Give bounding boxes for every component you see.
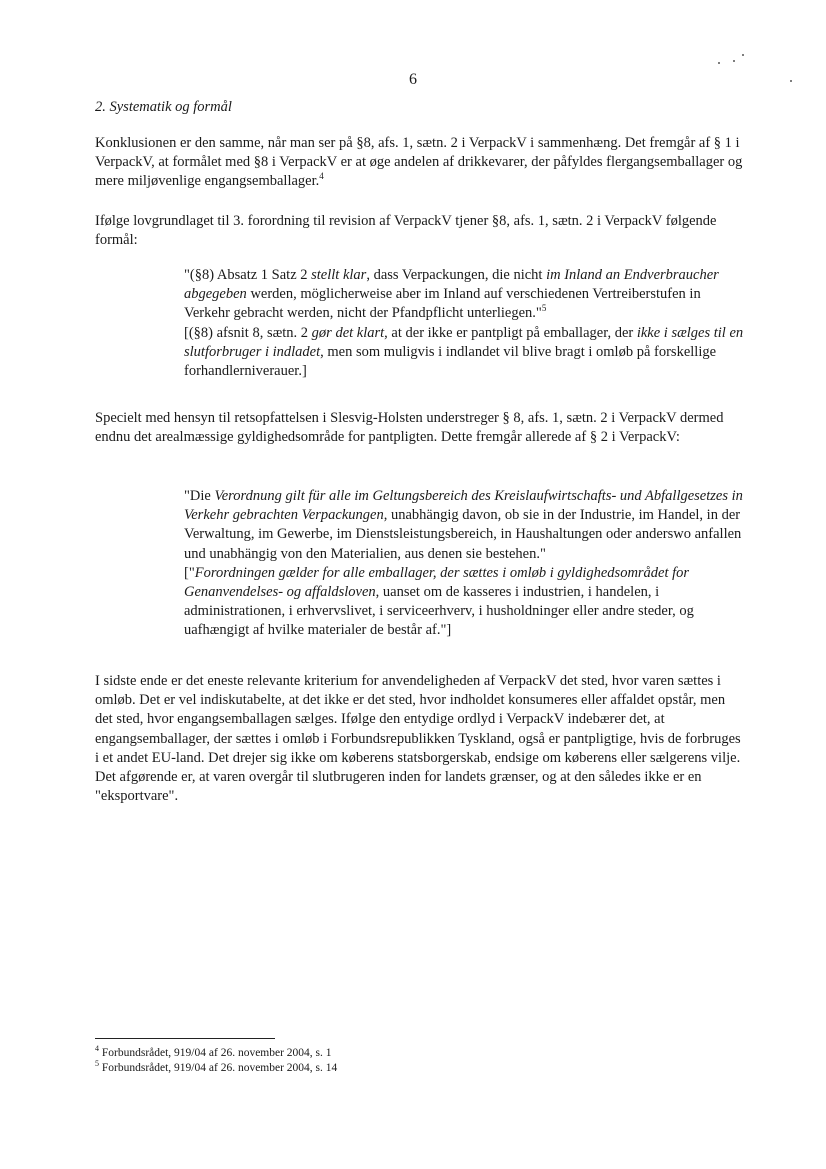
quote-2-danish-italic-a: Forordningen gælder for alle emballager, der sættes i omløb i gyldighedsområdet for Genanvendelses- og affaldsloven xyxy=(184,564,690,601)
quote-1-danish-text-c: , men som muligvis i indlandet vil blive bragt i omløb på forskellige forhandlerniverauer.] xyxy=(184,343,717,380)
quote-1-danish-italic-b: ikke i sælges til en slutforbruger i indladet xyxy=(184,324,744,360)
quote-1-german-text-b: , dass Verpackungen, die nicht xyxy=(366,267,547,283)
quote-1-danish-text-b: , at der ikke er pantpligt på emballager, der xyxy=(384,324,637,341)
footnote-5-marker: 5 xyxy=(95,1059,99,1069)
quote-block-1 xyxy=(184,266,744,381)
quote-1-german-text-c: werden, möglicherweise aber im Inland auf verschiedenen Vertreiberstufen in Verkehr gebracht werden, nicht der Pfandpflicht unterliegen." xyxy=(184,286,701,322)
scan-speck xyxy=(742,54,744,56)
quote-1-danish-italic-a: gør det klart xyxy=(311,324,385,341)
section-heading: 2. Systematik og formål xyxy=(95,99,232,115)
quote-1-german-text-a: "(§8) Absatz 1 Satz 2 xyxy=(184,267,312,283)
footnote-4-marker: 4 xyxy=(95,1044,99,1054)
quote-1-danish-text-a: [(§8) afsnit 8, sætn. 2 xyxy=(184,324,312,341)
quote-block-2 xyxy=(184,487,744,641)
quote-2-danish xyxy=(184,564,744,641)
quote-1-german xyxy=(184,266,744,324)
page-number: 6 xyxy=(409,71,417,88)
paragraph-legal-basis: Ifølge lovgrundlaget til 3. forordning til revision af VerpackV tjener §8, afs. 1, sætn. 2 i VerpackV følgende formål: xyxy=(95,213,717,249)
paragraph-slesvig: Specielt med hensyn til retsopfattelsen i Slesvig-Holsten understreger § 8, afs. 1, sætn. 2 i VerpackV dermed endnu det arealmæssige gyldighedsområde for pantpligten. Dette fremgår allerede af § 2 i VerpackV: xyxy=(95,410,724,446)
paragraph-conclusion xyxy=(95,134,745,192)
quote-2-german-text-b: , unabhängig davon, ob sie in der Industrie, im Handel, in der Verwaltung, im Gewerbe, im Dienstsleistungsbereich, in Haushaltungen oder anderswo anfallen und unabhängig von den Materialien, aus denen sie bestehen." xyxy=(184,507,742,562)
paragraph-criterion: I sidste ende er det eneste relevante kriterium for anvendeligheden af VerpackV det sted, hvor varen sættes i omløb. Det er vel indiskutabelte, at det ikke er det sted, hvor indholdet konsumeres eller affaldet opstår, men det sted, hvor engangsemballagen sælges. Ifølge den entydige ordlyd i VerpackV indebærer det, at engangsemballager, der sættes i omløb i Forbundsrepublikken Tyskland, også er pantpligtige, hvis de forbruges i et andet EU-land. Det drejer sig ikke om køberens statsborgerskab, endsige om køberens eller sælgerens vilje. Det afgørende er, at varen overgår til slutbrugeren inden for landets grænser, og at den således ikke er en "eksportvare". xyxy=(95,673,741,805)
scan-speck xyxy=(718,62,720,64)
quote-2-danish-text-b: , uanset om de kasseres i industrien, i handelen, i administrationen, i erhvervslivet, i serviceerhverv, i husholdninger eller andre steder, og uafhængigt af hvilke materialer de består af."] xyxy=(184,584,694,639)
scan-speck xyxy=(790,80,792,82)
footnote-5 xyxy=(95,1061,337,1075)
quote-2-danish-text-a: [" xyxy=(184,564,195,581)
footnote-5-text: Forbundsrådet, 919/04 af 26. november 2004, s. 14 xyxy=(101,1062,338,1074)
quote-2-german-italic-a: Verordnung gilt für alle im Geltungsbereich des Kreislaufwirtschafts- und Abfallgesetzes in Verkehr gebrachten Verpackungen xyxy=(184,488,743,524)
quote-2-german-text-a: "Die xyxy=(184,488,215,504)
footnote-ref-4: 4 xyxy=(319,171,324,182)
quote-2-german xyxy=(184,487,744,564)
scan-speck xyxy=(733,60,735,62)
quote-1-danish xyxy=(184,324,744,382)
footnote-divider xyxy=(95,1038,275,1039)
footnote-ref-5: 5 xyxy=(541,303,547,314)
quote-1-german-italic-a: stellt klar xyxy=(311,267,367,283)
paragraph-conclusion-text: Konklusionen er den samme, når man ser på §8, afs. 1, sætn. 2 i VerpackV i sammenhæng. Det fremgår af § 1 i VerpackV, at formålet med §8 i VerpackV er at øge andelen af drikkevarer, der påfyldes flergangsemballager og mere miljøvenlige engangsemballager. xyxy=(95,135,743,190)
footnote-4-text: Forbundsrådet, 919/04 af 26. november 2004, s. 1 xyxy=(101,1047,332,1059)
quote-1-german-italic-b: im Inland an Endverbraucher abgegeben xyxy=(184,267,719,303)
footnote-4 xyxy=(95,1046,332,1060)
